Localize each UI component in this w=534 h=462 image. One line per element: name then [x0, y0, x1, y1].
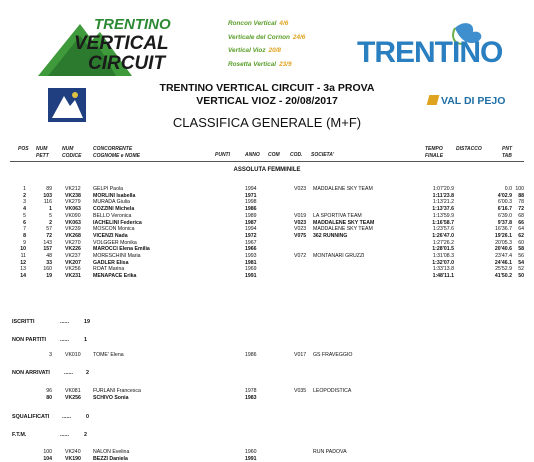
col-concorrente: CONCORRENTE COGNOME e NOME	[93, 146, 140, 159]
cell-name: MOSCON Monica	[93, 226, 135, 233]
cell-tempo: 1:11'23.8	[432, 192, 454, 199]
cell-pnt: 52	[518, 266, 524, 273]
cell-societa: MADDALENE SKY TEAM	[313, 219, 375, 226]
cell-pos: 9	[23, 239, 26, 246]
cell-name: VOLGGER Monika	[93, 239, 137, 246]
cell-pnt: 78	[518, 199, 524, 206]
col-tempo: TEMPO FINALE	[425, 146, 444, 159]
cell-name: MURADA Giulia	[93, 199, 130, 206]
cell-societa: LEOPODISTICA	[313, 388, 352, 394]
table-row	[10, 388, 524, 395]
cell-anno: 1978	[245, 388, 257, 394]
cell-name: GADLER Elisa	[93, 259, 129, 266]
table-row	[10, 253, 524, 260]
cell-pos: 13	[20, 266, 26, 273]
cell-cod: V075	[294, 232, 307, 239]
cell-codice: VK239	[65, 226, 81, 233]
col-pnt: PNT TAB	[502, 146, 512, 159]
cell-tempo: 1:13'59.9	[432, 212, 454, 219]
cell-tempo: 1:27'26.2	[432, 239, 454, 246]
cell-societa: LA SPORTIVA TEAM	[313, 212, 362, 219]
cell-anno: 1994	[245, 226, 257, 233]
cell-name: MENAPACE Erika	[93, 273, 137, 280]
cell-distacco: 0.0	[504, 186, 512, 192]
cell-pos: 14	[20, 273, 26, 280]
cell-tempo: 1:28'01.5	[432, 246, 454, 253]
cell-tempo: 1:23'57.6	[432, 226, 454, 233]
cell-codice: VK090	[65, 212, 81, 219]
cell-codice: VK063	[65, 219, 81, 226]
cell-societa: RUN PADOVA	[313, 449, 347, 455]
table-row	[10, 449, 524, 456]
cell-pos: 1	[23, 186, 26, 192]
cell-codice: VK256	[65, 266, 81, 273]
cell-cod: V035	[294, 388, 307, 394]
cell-tempo: 1:07'20.9	[432, 186, 454, 192]
cell-cod: V072	[294, 253, 307, 259]
cell-anno: 1994	[245, 186, 257, 192]
cell-pett: 160	[43, 266, 52, 273]
cell-pnt: 58	[518, 246, 524, 253]
logo-line2: VERTICAL	[74, 33, 169, 54]
table-row	[10, 456, 524, 462]
logo-line1: TRENTINO	[94, 16, 171, 33]
table-row	[10, 199, 524, 206]
cell-name: BEZZI Daniela	[93, 455, 128, 462]
cell-pett: 48	[46, 253, 52, 259]
cell-name: COZZINI Michela	[93, 206, 135, 213]
table-row	[10, 246, 524, 253]
cell-pnt: 68	[518, 212, 524, 219]
cell-anno: 1993	[245, 253, 257, 259]
cell-pos: 6	[23, 219, 26, 226]
cell-pett: 89	[46, 186, 52, 192]
table-row	[10, 186, 524, 193]
cell-tempo: 1:48'11.1	[432, 273, 454, 280]
ftm-group: F.T.M. ...... 2	[12, 432, 87, 438]
cell-codice: VK240	[65, 449, 81, 455]
cell-pett: 104	[43, 455, 52, 462]
col-anno: ANNO	[245, 152, 260, 158]
trentino-logo	[355, 20, 503, 76]
trentino-wordmark: TRENTINO	[357, 36, 503, 69]
cell-pett: 57	[46, 226, 52, 233]
cell-pnt: 64	[518, 226, 524, 233]
cell-anno: 1991	[245, 455, 257, 462]
cell-pett: 3	[49, 352, 52, 358]
cell-codice: VK256	[65, 394, 81, 401]
cell-pos: 12	[20, 259, 26, 266]
col-com: COM	[268, 152, 280, 158]
cell-anno: 1971	[245, 192, 257, 199]
cell-name: ROAT Marina	[93, 266, 125, 273]
cell-name: MAROCCI Elena Emilia	[93, 246, 150, 253]
cell-pnt: 66	[518, 219, 524, 226]
event-subtitle: VERTICAL VIOZ - 20/08/2017	[196, 95, 338, 107]
cell-pett: 19	[46, 273, 52, 280]
cell-codice: VK081	[65, 388, 81, 394]
cell-pnt: 100	[515, 186, 524, 192]
table-row	[10, 193, 524, 200]
cell-pett: 33	[46, 259, 52, 266]
cell-pett: 100	[43, 449, 52, 455]
cell-pett: 80	[46, 394, 52, 401]
cell-name: TOME' Elena	[93, 352, 124, 358]
cell-anno: 1967	[245, 239, 257, 246]
cell-distacco: 24'46.1	[494, 259, 512, 266]
table-row	[10, 233, 524, 240]
logo-line3: CIRCUIT	[88, 53, 166, 74]
cell-name: FURLANI Francesca	[93, 388, 141, 394]
section-title: ASSOLUTA FEMMINILE	[233, 167, 301, 173]
cell-distacco: 41'50.2	[494, 273, 512, 280]
cell-pett: 5	[49, 212, 52, 219]
table-row	[10, 273, 524, 280]
race-calendar	[228, 17, 305, 71]
cell-anno: 1983	[245, 394, 257, 401]
cell-distacco: 20'40.6	[494, 246, 512, 253]
cell-pett: 116	[43, 199, 52, 206]
table-row	[10, 206, 524, 213]
cell-tempo: 1:32'07.0	[432, 259, 454, 266]
cell-societa: MADDALENE SKY TEAM	[313, 226, 373, 233]
cell-anno: 1987	[245, 219, 257, 226]
col-codice: NUM CODICE	[62, 146, 82, 159]
cell-cod: V019	[294, 212, 307, 219]
cell-codice: VK226	[65, 246, 81, 253]
squalificati-group: SQUALIFICATI ...... 0	[12, 414, 89, 420]
cell-anno: 1986	[245, 206, 257, 213]
cell-pett: 96	[46, 388, 52, 394]
table-row	[10, 395, 524, 402]
cell-pett: 2	[49, 219, 52, 226]
cell-distacco: 20'05.3	[495, 239, 512, 246]
cell-pos: 4	[23, 206, 26, 213]
cell-tempo: 1:13'21.2	[432, 199, 454, 206]
cell-pos: 10	[20, 246, 26, 253]
cell-name: IACHELINI Federica	[93, 219, 142, 226]
iscritti-group: ISCRITTI ...... 19	[12, 319, 90, 325]
cell-codice: VK010	[65, 352, 81, 358]
cell-codice: VK207	[65, 259, 81, 266]
cell-pett: 72	[46, 232, 52, 239]
table-row	[10, 220, 524, 227]
sponsor-mark-icon	[427, 95, 440, 105]
cell-distacco: 6'00.3	[498, 199, 512, 206]
cell-codice: VK279	[65, 199, 81, 206]
cell-name: MORLINI Isabella	[93, 192, 136, 199]
col-pett: NUM PETT	[36, 146, 49, 159]
cell-distacco: 9'37.8	[497, 219, 512, 226]
cell-codice: VK231	[65, 273, 81, 280]
cell-codice: VK238	[65, 192, 81, 199]
race-item: Roncon Vertical 4/6	[228, 20, 289, 27]
cell-distacco: 6'39.0	[498, 212, 512, 219]
col-pos: POS	[18, 146, 29, 152]
trentino-vertical-circuit-logo	[36, 14, 196, 78]
cell-anno: 1986	[245, 352, 257, 358]
cell-name: GELPI Paola	[93, 186, 123, 192]
cell-pnt: 56	[518, 253, 524, 259]
cell-tempo: 1:26'47.0	[432, 232, 454, 239]
cell-pnt: 50	[518, 273, 524, 280]
cell-codice: VK268	[65, 232, 81, 239]
cell-pett: 143	[43, 239, 52, 246]
table-row	[10, 266, 524, 273]
cell-pos: 7	[23, 226, 26, 233]
cell-pos: 11	[20, 253, 26, 259]
race-item: Vertical Vioz 20/8	[228, 47, 281, 54]
table-row	[10, 213, 524, 220]
cell-cod: V023	[294, 219, 307, 226]
col-punti: PUNTI	[215, 152, 230, 158]
race-item: Rosetta Vertical 23/9	[228, 60, 292, 68]
table-row	[10, 240, 524, 247]
cell-anno: 1960	[245, 449, 257, 455]
cell-name: SCHIVO Sonia	[93, 394, 129, 401]
cell-pnt: 60	[518, 239, 524, 246]
cell-distacco: 19'26.1	[494, 232, 512, 239]
cell-codice: VK237	[65, 253, 81, 259]
cell-pos: 5	[23, 212, 26, 219]
cell-pett: 157	[43, 246, 52, 253]
cell-name: NALON Evelina	[93, 449, 130, 455]
cell-anno: 1998	[245, 199, 257, 206]
event-title: TRENTINO VERTICAL CIRCUIT - 3a PROVA	[159, 82, 375, 94]
cell-distacco: 6'16.7	[497, 206, 512, 213]
cell-pnt: 72	[518, 206, 524, 213]
cell-societa: MONTANARI GRUZZI	[313, 253, 365, 259]
table-row	[10, 226, 524, 233]
sponsor-logo: VAL DI PEJO	[428, 95, 505, 107]
cell-societa: MADDALENE SKY TEAM	[313, 186, 373, 192]
ranking-title: CLASSIFICA GENERALE (M+F)	[172, 115, 362, 130]
table-row	[10, 352, 524, 359]
cell-name: MORESCHINI Maria	[93, 253, 141, 259]
table-row	[10, 260, 524, 267]
col-distacco: DISTACCO	[456, 146, 482, 152]
cell-tempo: 1:31'08.3	[432, 253, 454, 259]
cell-distacco: 25'52.9	[495, 266, 512, 273]
cell-anno: 1966	[245, 246, 257, 253]
cell-codice: VK190	[65, 455, 81, 462]
cell-tempo: 1:13'37.6	[432, 206, 454, 213]
race-item: Verticale del Cornon 24/6	[228, 33, 306, 41]
header-divider	[10, 161, 524, 162]
cell-tempo: 1:33'13.8	[432, 266, 454, 273]
cell-distacco: 16'36.7	[495, 226, 512, 233]
col-societa: SOCIETA'	[311, 152, 335, 158]
cell-codice: VK063	[65, 206, 81, 213]
cell-anno: 1981	[245, 259, 257, 266]
cell-pos: 3	[23, 199, 26, 206]
cell-anno: 1989	[245, 212, 257, 219]
cell-pnt: 62	[518, 232, 524, 239]
cell-cod: V023	[294, 226, 307, 233]
cell-pett: 1	[49, 206, 52, 213]
cell-tempo: 1:16'58.7	[432, 219, 454, 226]
cell-name: VICENZI Nada	[93, 232, 128, 239]
cell-pnt: 54	[518, 259, 524, 266]
cell-pett: 103	[43, 192, 52, 199]
col-cod: COD.	[290, 152, 303, 158]
cell-cod: V023	[294, 186, 307, 192]
non-arrivati-group: NON ARRIVATI ...... 2	[12, 370, 89, 376]
cell-codice: VK212	[65, 186, 81, 192]
cell-codice: VK270	[65, 239, 81, 246]
cell-pos: 8	[23, 232, 26, 239]
cell-societa: GS FRAVEGGIO	[313, 352, 353, 358]
cell-name: BELLO Veronica	[93, 212, 132, 219]
non-partiti-group: NON PARTITI ...... 1	[12, 337, 87, 343]
cell-pos: 2	[23, 192, 26, 199]
cell-cod: V017	[294, 352, 307, 358]
cell-distacco: 23'47.4	[495, 253, 512, 259]
cell-distacco: 4'02.9	[497, 192, 512, 199]
cell-anno: 1991	[245, 273, 257, 280]
cell-anno: 1969	[245, 266, 257, 273]
cell-anno: 1972	[245, 232, 257, 239]
cell-pnt: 88	[518, 192, 524, 199]
cell-societa: 362 RUNNING	[313, 232, 348, 239]
